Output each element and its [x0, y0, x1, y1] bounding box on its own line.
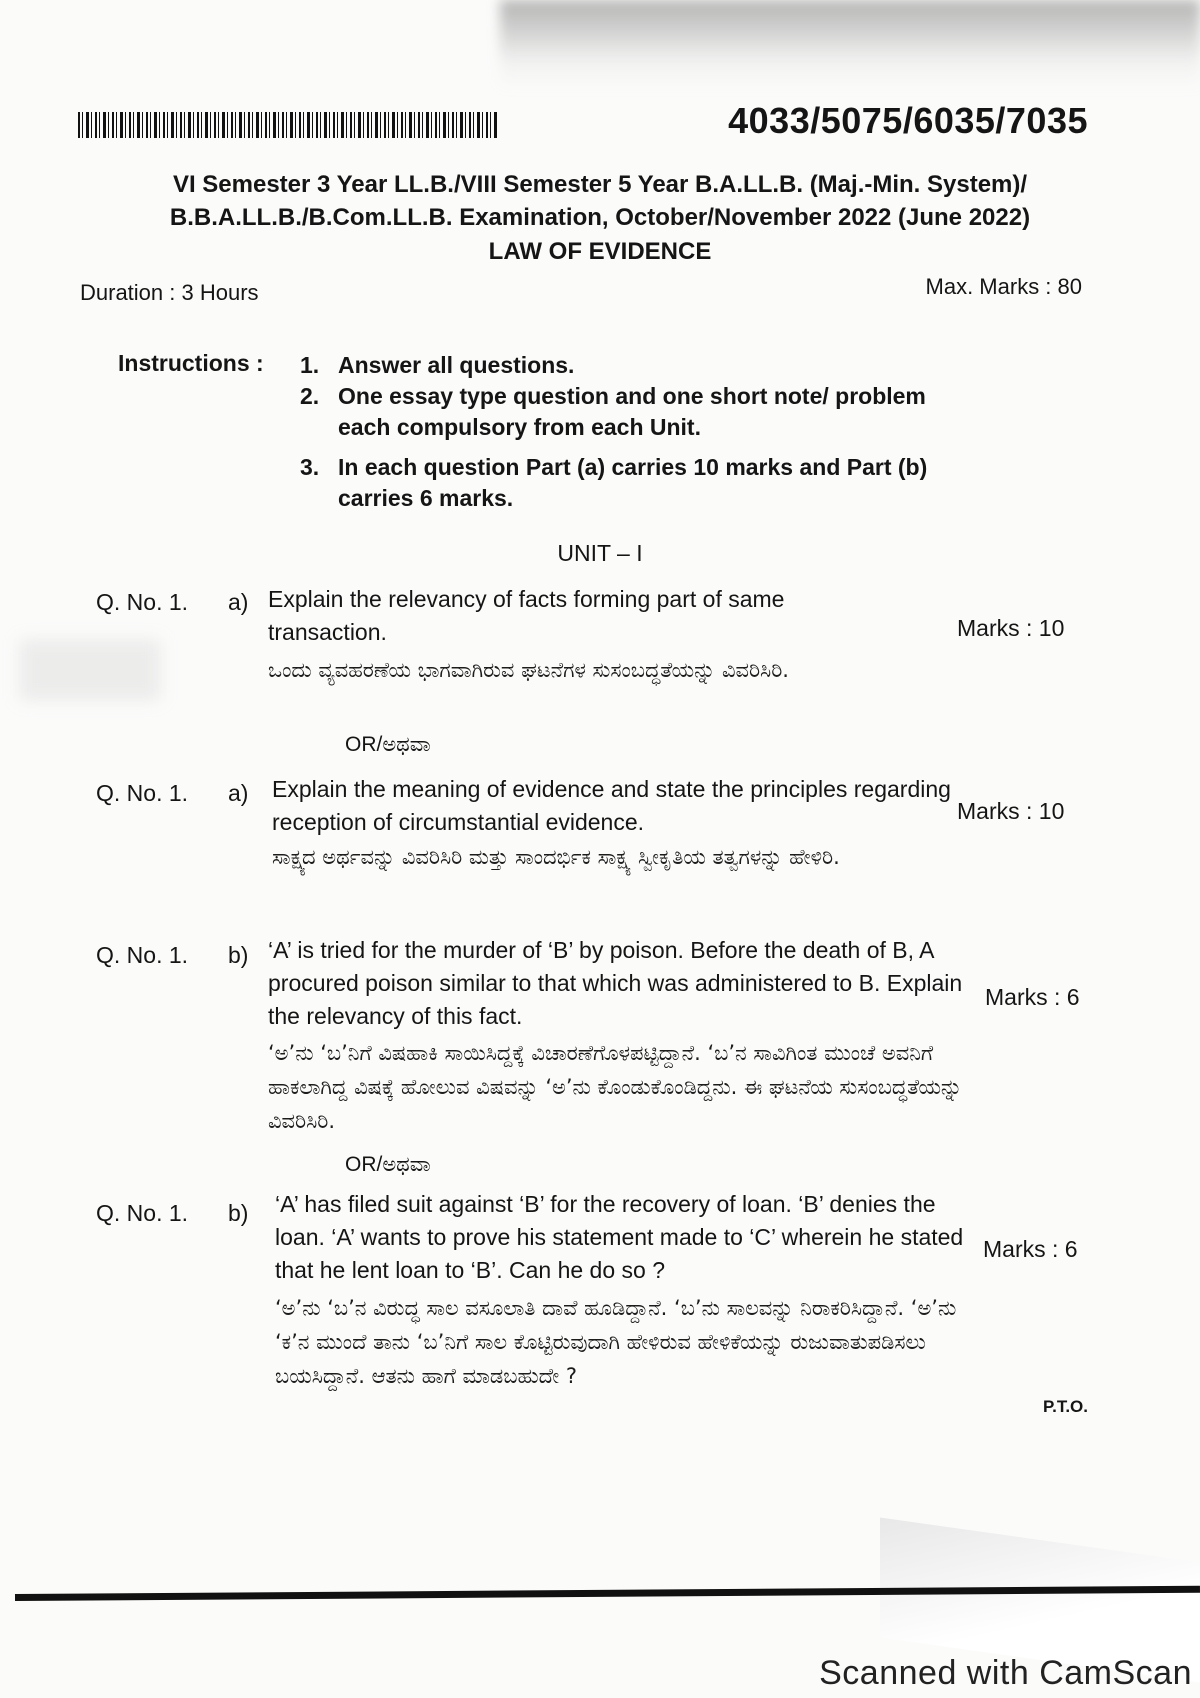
- subject-title: LAW OF EVIDENCE: [488, 238, 712, 265]
- question-part: a): [228, 589, 249, 615]
- question-marks: Marks : 10: [957, 798, 1065, 824]
- instruction-text: Answer all questions.: [338, 352, 575, 378]
- instruction-item: [300, 381, 940, 443]
- question-part: b): [228, 942, 249, 968]
- paper-code: 4033/5075/6035/7035: [728, 100, 1088, 141]
- scanner-watermark: Scanned with CamScan: [819, 1654, 1192, 1692]
- question-text: Explain the meaning of evidence and state the principles regarding reception of circumstantial evidence.: [272, 776, 951, 835]
- max-marks: Max. Marks : 80: [925, 274, 1082, 299]
- barcode: [78, 112, 498, 138]
- question-number: Q. No. 1.: [96, 589, 189, 615]
- question-part: a): [228, 780, 249, 806]
- question-number: Q. No. 1.: [96, 1200, 189, 1226]
- or-separator: OR/ಅಥವಾ: [345, 733, 431, 756]
- question-number: Q. No. 1.: [96, 780, 189, 806]
- question-marks: Marks : 6: [985, 984, 1080, 1010]
- or-separator: OR/ಅಥವಾ: [345, 1153, 431, 1176]
- question-part: b): [228, 1200, 249, 1226]
- question-marks: Marks : 6: [983, 1236, 1078, 1262]
- scan-shadow: [500, 0, 1200, 90]
- exam-heading-line2: B.B.A.LL.B./B.Com.LL.B. Examination, October/November 2022 (June 2022): [169, 204, 1031, 231]
- instruction-number: 1.: [300, 352, 320, 378]
- instruction-text: In each question Part (a) carries 10 marks and Part (b) carries 6 marks.: [338, 454, 928, 511]
- question-text-kannada: ಒಂದು ವ್ಯವಹರಣೆಯ ಭಾಗವಾಗಿರುವ ಘಟನೆಗಳ ಸುಸಂಬದ್ಧತೆಯನ್ನು ವಿವರಿಸಿರಿ.: [268, 658, 789, 682]
- question-text-kannada: ‘ಅ’ನು ‘ಬ’ನ ವಿರುದ್ಧ ಸಾಲ ವಸೂಲಾತಿ ದಾವೆ ಹೂಡಿದ್ದಾನೆ. ‘ಬ’ನು ಸಾಲವನ್ನು ನಿರಾಕರಿಸಿದ್ದಾನೆ. ‘ಅ’ನು ‘ಕ’ನ ಮುಂದೆ ತಾನು ‘ಬ’ನಿಗೆ ಸಾಲ ಕೊಟ್ಟಿರುವುದಾಗಿ ಹೇಳಿರುವ ಹೇಳಿಕೆಯನ್ನು ರುಜುವಾತುಪಡಿಸಲು ಬಯಸಿದ್ದಾನೆ. ಆತನು ಹಾಗೆ ಮಾಡಬಹುದೇ ?: [275, 1296, 957, 1388]
- instruction-number: 3.: [300, 454, 320, 480]
- question-text-kannada: ಸಾಕ್ಷ್ಯದ ಅರ್ಥವನ್ನು ವಿವರಿಸಿರಿ ಮತ್ತು ಸಾಂದರ್ಭಿಕ ಸಾಕ್ಷ್ಯ ಸ್ವೀಕೃತಿಯ ತತ್ವಗಳನ್ನು ಹೇಳಿರಿ.: [272, 845, 840, 869]
- question-text: ‘A’ has filed suit against ‘B’ for the recovery of loan. ‘B’ denies the loan. ‘A’ wants to prove his statement made to ‘C’ wherein he stated that he lent loan to ‘B’. Can he do so ?: [275, 1191, 964, 1283]
- question-text-kannada: ‘ಅ’ನು ‘ಬ’ನಿಗೆ ವಿಷಹಾಕಿ ಸಾಯಿಸಿದ್ದಕ್ಕೆ ವಿಚಾರಣೆಗೊಳಪಟ್ಟಿದ್ದಾನೆ. ‘ಬ’ನ ಸಾವಿಗಿಂತ ಮುಂಚೆ ಅವನಿಗೆ ಹಾಕಲಾಗಿದ್ದ ವಿಷಕ್ಕೆ ಹೋಲುವ ವಿಷವನ್ನು ‘ಅ’ನು ಕೊಂಡುಕೊಂಡಿದ್ದನು. ಈ ಘಟನೆಯ ಸುಸಂಬದ್ಧತೆಯನ್ನು ವಿವರಿಸಿರಿ.: [268, 1041, 963, 1133]
- scan-smudge: [20, 640, 160, 700]
- duration: Duration : 3 Hours: [80, 280, 259, 305]
- question-number: Q. No. 1.: [96, 942, 189, 968]
- exam-heading-line1: VI Semester 3 Year LL.B./VIII Semester 5 Year B.A.LL.B. (Maj.-Min. System)/: [172, 171, 1028, 198]
- instruction-item: [300, 452, 940, 514]
- instructions-label: Instructions :: [118, 350, 264, 376]
- question-text: Explain the relevancy of facts forming part of same transaction.: [268, 586, 785, 645]
- please-turn-over: P.T.O.: [1042, 1397, 1088, 1416]
- instruction-item: [300, 350, 940, 381]
- instruction-text: One essay type question and one short note/ problem each compulsory from each Unit.: [338, 383, 926, 440]
- instruction-number: 2.: [300, 383, 320, 409]
- unit-heading: UNIT – I: [557, 540, 643, 566]
- question-text: ‘A’ is tried for the murder of ‘B’ by poison. Before the death of B, A procured poison similar to that which was administered to B. Explain the relevancy of this fact.: [268, 937, 963, 1029]
- question-marks: Marks : 10: [957, 615, 1065, 641]
